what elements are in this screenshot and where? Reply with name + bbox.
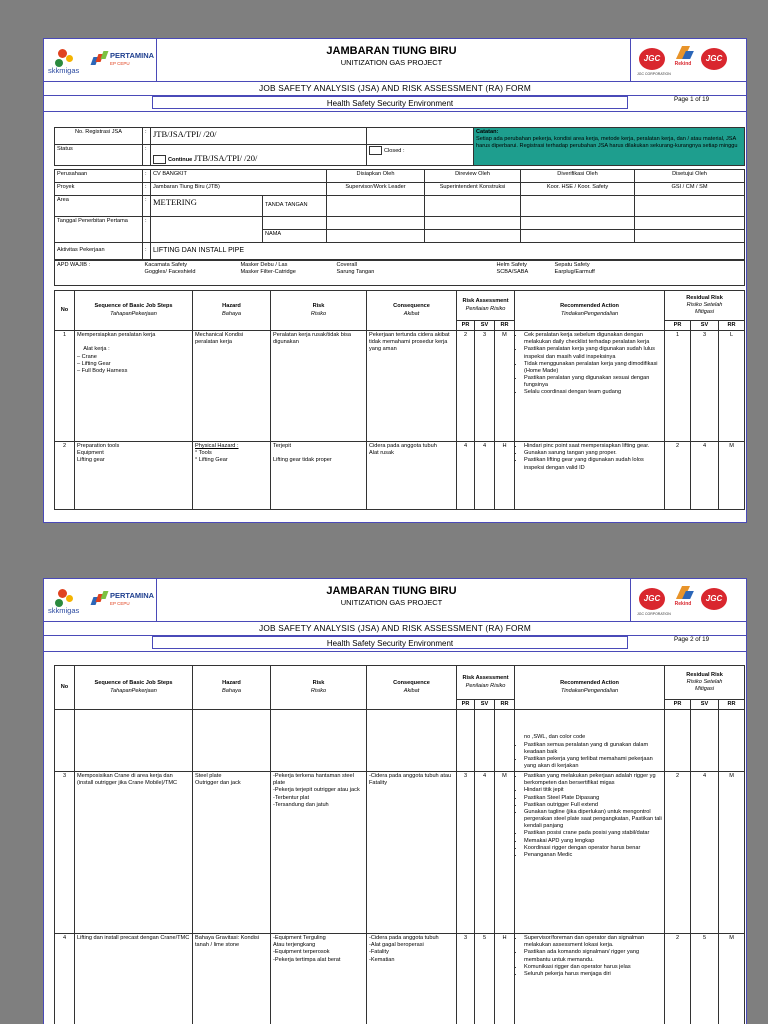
- jgc-logo: JGC: [639, 588, 665, 610]
- project-subtitle: UNITIZATION GAS PROJECT: [340, 58, 443, 67]
- signoff-table: Perusahaan : CV BANGKIT Disiapkan Oleh Direview Oleh Diverifikasi Oleh Disetujui Oleh Proyek : Jambaran Tiung Biru (JTB) Supervisor/Work Leader Superintendent Konstruksi Koor. HSE / Koor. Safety GSI / CM / SM Area : METERING TANDA TANGAN Tanggal Penerbitan Pertama : NAMA Aktivitas Pekerjaan : LIFTING DAN INSTALL PIPE: [54, 169, 745, 260]
- form-header: [44, 579, 746, 622]
- table-row: 1 Mempersiapkan peralatan kerja Alat kerja : – Crane – Lifting Gear – Full Body Harness Mechanical Kondisi peralatan kerja Peralatan kerja rusak/tidak bisa digunakan Pekerjaan tertunda cidera akibat tidak memahami prosedur kerja yang aman 2 3 M • Cek peralatan kerja sebelum digunakan dengan melakukan daily checklist terhadap peralatan kerja • Pastikan peralatan kerja yang digunakan sudah lulus inspeksi dan masih valid inspeksinya • Tidak menggunakan peralatan kerja yang dimodifikasi (Home Made) • Pastikan peralatan yang digunakan sesuai dengan fungsinya • Selalu coordinasi dengan team gudang 1 3 L: [55, 331, 745, 442]
- rekind-logo: Rekind: [670, 46, 696, 74]
- signature-cell-4[interactable]: [635, 196, 745, 217]
- continue-reg-value[interactable]: JTB/JSA/TPI/ /20/: [193, 152, 258, 163]
- project-subtitle: UNITIZATION GAS PROJECT: [340, 598, 443, 607]
- status-label: Status: [55, 145, 143, 166]
- jgc-logo: JGC: [639, 48, 665, 70]
- name-cell-3[interactable]: [521, 230, 635, 243]
- closed-checkbox[interactable]: [369, 146, 382, 155]
- form-title: JOB SAFETY ANALYSIS (JSA) AND RISK ASSESSMENT (RA) FORM: [44, 621, 746, 636]
- form-header: [44, 39, 746, 82]
- jsa-table-page-1: No Sequence of Basic Job Steps TahapanPekerjaan Hazard Bahaya Risk Risiko Consequence Akibat Risk Assessment Penilaian Risiko Recommended Action TindakanPengendalian Residual Risk Risiko Setelah Mitigasi PR SV RR PR SV RR 1 Mempersiapkan peralatan kerja Alat kerja : – Crane – Lifting Gear – Full Body Harness Mechanical Kondisi peralatan kerja Peralatan kerja rusak/tidak bisa digunakan Pekerjaan tertunda cidera akibat tidak memahami prosedur kerja yang aman 2 3 M • Cek peralatan kerja sebelum digunakan dengan melakukan daily checklist terhadap peralatan kerja • Pastikan peralatan kerja yang digunakan sudah lulus inspeksi dan masih valid inspeksinya • Tidak menggunakan peralatan kerja yang dimodifikasi (Home Made) • Pastikan peralatan yang digunakan sesuai dengan fungsinya • Selalu coordinasi dengan team gudang 1 3 L 2 Preparation tools Equipment Lifting gear Physical Hazard : ° Tools ° Lifting Gear Terjepit Lifting gear tidak proper Cidera pada anggota tubuh Alat rusak 4 4 H • Hindari pinc point saat mempersiapkan lifting gear. • Gunakan sarung tangan yang proper. • Pastikan lifting gear yang digunakan sudah lolos inspeksi dengan valid ID 2 4 M: [54, 290, 745, 510]
- form-page-2: [43, 578, 747, 1024]
- proyek-value[interactable]: Jambaran Tiung Biru (JTB): [151, 183, 327, 196]
- skkmigas-logo: skkmigas: [48, 587, 84, 617]
- jgc-logo-2: JGC: [701, 588, 727, 610]
- right-logos: JGC JGC CORPORATION Rekind JGC: [634, 43, 744, 79]
- name-cell-1[interactable]: [327, 230, 425, 243]
- page-number: Page 1 of 19: [673, 96, 710, 103]
- apd-label: APD WAJIB :: [55, 261, 143, 286]
- table-row: 2 Preparation tools Equipment Lifting gear Physical Hazard : ° Tools ° Lifting Gear Terjepit Lifting gear tidak proper Cidera pada anggota tubuh Alat rusak 4 4 H • Hindari pinc point saat mempersiapkan lifting gear. • Gunakan sarung tangan yang proper. • Pastikan lifting gear yang digunakan sudah lolos inspeksi dengan valid ID 2 4 M: [55, 442, 745, 510]
- aktivitas-value[interactable]: LIFTING DAN INSTALL PIPE: [151, 243, 745, 260]
- apd-wajib-table: APD WAJIB : Kacamata Safety Goggles/ Faceshield Masker Debu / Las Masker Filter-Catridge Coverall Sarung Tangan Helm Safety SCBA/SABA Sepatu Safety Earplug/Earmuff: [54, 260, 745, 286]
- continue-checkbox[interactable]: [153, 155, 166, 164]
- form-page-1: [43, 38, 747, 523]
- table-row: 3 Memposisikan Crane di area kerja dan (install outrigger jika Crane Mobile)/TMC Steel plate Outrigger dan jack -Pekerja terkena hantaman steel plate -Pekerja terjepit outrigger atau jack -Terbentur plat -Tersandung dan jatuh -Cidera pada anggota tubuh atau Fatality 3 4 M • Pastikan yang melakukan pekerjaan adalah rigger yg berkompeten dan bersertifikat migas • Hindari titik jepit • Pastikan Steel Plate Dipasang • Pastikan outrigger Full extend • Gunakan tagline (jika diperlukan) untuk mengontrol pergerakan steel plate saat pengangkatan, Pastikan tali kendali panjang • Pastikan posisi crane pada posisi yang stabil/datar • Memakai APD yang lengkap • Koordinasi rigger dengan operator harus benar • Penanganan Medic 2 4 M: [55, 772, 745, 934]
- no-registrasi-label: No. Registrasi JSA: [55, 128, 143, 145]
- jgc-logo-2: JGC: [701, 48, 727, 70]
- registration-table: No. Registrasi JSA : JTB/JSA/TPI/ /20/ Catatan: Setiap ada perubahan pekerja, kondisi area kerja, metode kerja, peralatan kerja, dan / atau material, JSA harus diperbarui. Registrasi terhadap perubahan JSA harus dilakukan sekurang-kurangnya setiap minggu Status : Continue JTB/JSA/TPI/ /20/ Closed :: [54, 127, 745, 166]
- table-row: no ,SWL, dan color code • Pastikan semua peralatan yang di gunakan dalam keadaan baik • Pastikan pekerja yang terlibat memahami pekerjaan yang akan di kerjakan: [55, 710, 745, 772]
- project-title: JAMBARAN TIUNG BIRU: [326, 45, 457, 57]
- skkmigas-logo: skkmigas: [48, 47, 84, 77]
- page-number: Page 2 of 19: [673, 636, 710, 643]
- no-registrasi-value[interactable]: JTB/JSA/TPI/ /20/: [153, 129, 217, 139]
- name-cell-4[interactable]: [635, 230, 745, 243]
- signature-cell-1[interactable]: [327, 196, 425, 217]
- department-name: Health Safety Security Environment: [152, 636, 628, 649]
- catatan-note: Catatan: Setiap ada perubahan pekerja, kondisi area kerja, metode kerja, peralatan kerja, dan / atau material, JSA harus diperbarui. Registrasi terhadap perubahan JSA harus dilakukan sekurang-kurangnya setiap minggu: [474, 128, 745, 166]
- department-row: [44, 95, 746, 112]
- right-logos: JGC JGC CORPORATION Rekind JGC: [634, 583, 744, 619]
- left-logos: skkmigas PERTAMINA EP CEPU: [48, 43, 158, 77]
- rekind-logo: Rekind: [670, 586, 696, 614]
- department-name: Health Safety Security Environment: [152, 96, 628, 109]
- form-title: JOB SAFETY ANALYSIS (JSA) AND RISK ASSESSMENT (RA) FORM: [44, 81, 746, 96]
- project-title: JAMBARAN TIUNG BIRU: [326, 585, 457, 597]
- signature-cell-3[interactable]: [521, 196, 635, 217]
- area-value[interactable]: METERING: [153, 197, 197, 207]
- name-cell-2[interactable]: [425, 230, 521, 243]
- jsa-table-page-2: No Sequence of Basic Job Steps TahapanPekerjaan Hazard Bahaya Risk Risiko Consequence Akibat Risk Assessment Penilaian Risiko Recommended Action TindakanPengendalian Residual Risk Risiko Setelah Mitigasi PR SV RR PR SV RR no ,SWL, dan color code • Pastikan semua peralatan yang di gunakan dalam keadaan baik • Pastikan pekerja yang terlibat memahami pekerjaan yang akan di kerjakan 3 Memposisikan Crane di area kerja dan (install outrigger jika Crane Mobile)/TMC Steel plate Outrigger dan jack -Pekerja terkena hantaman steel plate -Pekerja terjepit outrigger atau jack -Terbentur plat -Tersandung dan jatuh -Cidera pada anggota tubuh atau Fatality 3 4 M • Pastikan yang melakukan pekerjaan adalah rigger yg berkompeten dan bersertifikat migas • Hindari titik jepit • Pastikan Steel Plate Dipasang • Pastikan outrigger Full extend • Gunakan tagline (jika diperlukan) untuk mengontrol pergerakan steel plate saat pengangkatan, Pastikan tali kendali panjang • Pastikan posisi crane pada posisi yang stabil/datar • Memakai APD yang lengkap • Koordinasi rigger dengan operator harus benar • Penanganan Medic 2 4 M 4 Lifting dan install precast dengan Crane/TMC Bahaya Gravitasi: Kondisi tanah / lime stone -Equipment Terguling Atau terjengkang -Equipment terperosok -Pekerja tertimpa alat berat -Cidera pada anggota tubuh -Alat gagal beroperasi -Fatality -Kematian 3 5 H • Supervisor/foreman dan operator dan signalman melakukan assessment lokasi kerja. • Pastikan ada komando signalman/ rigger yang membantu untuk memandu. • Komunikasi rigger dan operator harus jelas • Seluruh pekerja harus menjaga diri 2 5 M: [54, 665, 745, 1024]
- tanggal-value[interactable]: [151, 217, 263, 243]
- department-row: [44, 635, 746, 652]
- table-row: 4 Lifting dan install precast dengan Crane/TMC Bahaya Gravitasi: Kondisi tanah / lime stone -Equipment Terguling Atau terjengkang -Equipment terperosok -Pekerja tertimpa alat berat -Cidera pada anggota tubuh -Alat gagal beroperasi -Fatality -Kematian 3 5 H • Supervisor/foreman dan operator dan signalman melakukan assessment lokasi kerja. • Pastikan ada komando signalman/ rigger yang membantu untuk memandu. • Komunikasi rigger dan operator harus jelas • Seluruh pekerja harus menjaga diri 2 5 M: [55, 934, 745, 1024]
- perusahaan-value[interactable]: CV BANGKIT: [151, 170, 327, 183]
- left-logos: skkmigas PERTAMINA EP CEPU: [48, 583, 158, 617]
- signature-cell-2[interactable]: [425, 196, 521, 217]
